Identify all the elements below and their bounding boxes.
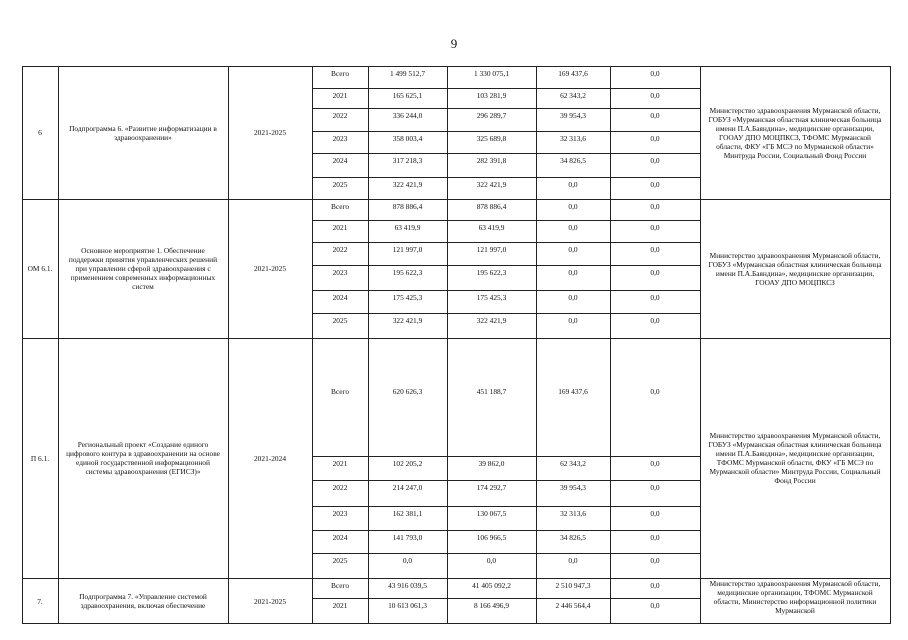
line-total: 162 381,1 xyxy=(392,509,423,518)
line-label: 2025 xyxy=(332,180,348,189)
line-label: 2023 xyxy=(332,134,348,143)
row-number: 7. xyxy=(37,596,43,606)
line-regional: 296 289,7 xyxy=(476,111,507,120)
line-total: 0,0 xyxy=(402,556,413,565)
line-regional: 63 419,9 xyxy=(478,223,505,232)
line-total: 214 247,0 xyxy=(392,483,423,492)
line-regional: 106 966,5 xyxy=(476,533,507,542)
line-federal: 169 437,6 xyxy=(558,387,588,396)
line-other: 0,0 xyxy=(650,601,660,610)
line-label: 2022 xyxy=(332,111,348,120)
row-period: 2021-2025 xyxy=(253,128,287,137)
line-federal: 0,0 xyxy=(568,293,578,302)
line-total: 141 793,0 xyxy=(392,533,423,542)
line-other: 0,0 xyxy=(650,268,660,277)
line-label: 2023 xyxy=(332,268,348,277)
row-number: П 6.1. xyxy=(30,453,50,463)
line-regional: 195 622,3 xyxy=(476,268,507,277)
row-name: Основное мероприятие 1. Обеспечение поддержки принятия управленческих решений при управлении сферой здравоохранения с применением современных информационных систем xyxy=(68,246,218,291)
row-executors: Министерство здравоохранения Мурманской области, ГОБУЗ «Мурманская областная клиническая больница имени П.А.Баяндина», медицинские организации, ГООАУ ДПО МОЦПКСЗ, ТФОМС Мурманской области, ФКУ «ГБ МСЭ по Мурманской области» Минтруда России, Социальный Фонд России xyxy=(708,105,882,160)
line-label: 2023 xyxy=(332,509,348,518)
line-label: Всего xyxy=(330,387,350,396)
line-regional: 878 886,4 xyxy=(476,202,507,211)
line-federal: 62 343,2 xyxy=(560,91,586,100)
line-label: Всего xyxy=(330,202,350,211)
line-federal: 0,0 xyxy=(568,180,578,189)
line-total: 358 003,4 xyxy=(392,134,423,143)
line-other: 0,0 xyxy=(650,111,660,120)
row-name: Подпрограмма 7. «Управление системой здравоохранения, включая обеспечение xyxy=(79,592,207,610)
line-regional: 174 292,7 xyxy=(476,483,507,492)
row-number: ОМ 6.1. xyxy=(27,264,53,273)
line-regional: 451 188,7 xyxy=(476,387,507,396)
line-total: 620 626,3 xyxy=(392,387,423,396)
row-executors: Министерство здравоохранения Мурманской области, ГОБУЗ «Мурманская областная клиническая больница имени П.А.Баяндина», медицинские организации, ГООАУ ДПО МОЦПКСЗ xyxy=(708,250,882,287)
line-total: 43 916 039,5 xyxy=(388,581,427,590)
line-label: 2024 xyxy=(332,156,348,165)
line-federal: 0,0 xyxy=(568,202,578,211)
line-total: 121 997,0 xyxy=(392,245,423,254)
line-federal: 0,0 xyxy=(568,556,578,565)
line-total: 322 421,9 xyxy=(392,180,423,189)
line-other: 0,0 xyxy=(650,316,660,325)
line-regional: 322 421,9 xyxy=(476,180,507,189)
line-label: 2025 xyxy=(332,316,348,325)
line-federal: 2 510 947,3 xyxy=(555,581,591,590)
line-federal: 0,0 xyxy=(568,245,578,254)
line-total: 175 425,3 xyxy=(392,293,423,302)
line-other: 0,0 xyxy=(650,387,660,396)
row-number: 6 xyxy=(38,128,42,137)
page-number: 9 xyxy=(450,36,458,51)
line-total: 317 218,3 xyxy=(392,156,423,165)
line-other: 0,0 xyxy=(650,223,660,232)
line-regional: 0,0 xyxy=(486,556,497,565)
line-other: 0,0 xyxy=(650,69,660,78)
line-regional: 121 997,0 xyxy=(476,245,507,254)
line-federal: 62 343,2 xyxy=(560,459,586,468)
line-total: 10 613 061,3 xyxy=(388,601,427,610)
row-name: Региональный проект «Создание единого цифрового контура в здравоохранении на основе единой государственной информационной системы здравоохранения (ЕГИСЗ)» xyxy=(66,440,220,476)
line-other: 0,0 xyxy=(650,91,660,100)
line-federal: 0,0 xyxy=(568,268,578,277)
line-other: 0,0 xyxy=(650,245,660,254)
row-executors: Министерство здравоохранения Мурманской области, ГОБУЗ «Мурманская областная клиническая больница имени П.А.Баяндина», медицинские организации, ТФОМС Мурманской области, ФКУ «ГБ МСЭ по Мурманской области» Минтруда России, Социальный Фонд России xyxy=(708,431,882,485)
line-regional: 130 067,5 xyxy=(476,509,507,518)
table-rule-vertical xyxy=(700,66,701,624)
line-label: Всего xyxy=(330,69,350,78)
line-federal: 0,0 xyxy=(568,316,578,325)
row-period: 2021-2024 xyxy=(253,453,287,463)
line-other: 0,0 xyxy=(650,293,660,302)
line-federal: 32 313,6 xyxy=(560,509,586,518)
line-regional: 41 405 092,2 xyxy=(472,581,511,590)
line-other: 0,0 xyxy=(650,581,660,590)
row-executors: Министерство здравоохранения Мурманской области, медицинские организации, ТФОМС Мурманской области, Министерство информационной политики Мурманской xyxy=(709,579,881,615)
line-total: 102 205,2 xyxy=(392,459,423,468)
line-other: 0,0 xyxy=(650,509,660,518)
line-other: 0,0 xyxy=(650,483,660,492)
line-federal: 0,0 xyxy=(568,223,578,232)
line-label: 2025 xyxy=(332,556,348,565)
table-rule-horizontal xyxy=(22,623,891,624)
line-regional: 175 425,3 xyxy=(476,293,507,302)
line-federal: 39 954,3 xyxy=(560,483,586,492)
line-total: 336 244,0 xyxy=(392,111,423,120)
line-federal: 34 826,5 xyxy=(560,533,586,542)
line-other: 0,0 xyxy=(650,156,660,165)
table-rule-vertical xyxy=(58,66,59,624)
line-regional: 322 421,9 xyxy=(476,316,507,325)
line-total: 878 886,4 xyxy=(392,202,423,211)
line-other: 0,0 xyxy=(650,134,660,143)
line-label: Всего xyxy=(330,581,350,590)
row-period: 2021-2025 xyxy=(253,264,287,273)
line-regional: 1 330 075,1 xyxy=(473,69,510,78)
line-regional: 8 166 496,9 xyxy=(473,601,510,610)
line-label: 2021 xyxy=(332,601,348,610)
line-label: 2024 xyxy=(332,293,348,302)
line-total: 165 625,1 xyxy=(392,91,423,100)
line-label: 2021 xyxy=(332,91,348,100)
line-federal: 2 446 564,4 xyxy=(555,601,591,610)
line-label: 2022 xyxy=(332,245,348,254)
line-label: 2021 xyxy=(332,223,348,232)
line-label: 2022 xyxy=(332,483,348,492)
line-label: 2024 xyxy=(332,533,348,542)
line-regional: 103 281,9 xyxy=(476,91,507,100)
line-total: 1 499 512,7 xyxy=(389,69,426,78)
line-regional: 325 689,8 xyxy=(476,134,507,143)
line-other: 0,0 xyxy=(650,180,660,189)
line-total: 195 622,3 xyxy=(392,268,423,277)
table-rule-vertical xyxy=(890,66,891,624)
line-other: 0,0 xyxy=(650,202,660,211)
line-federal: 39 954,3 xyxy=(560,111,586,120)
line-total: 63 419,9 xyxy=(394,223,421,232)
line-other: 0,0 xyxy=(650,556,660,565)
line-label: 2021 xyxy=(332,459,348,468)
line-federal: 32 313,6 xyxy=(560,134,586,143)
line-regional: 282 391,8 xyxy=(476,156,507,165)
line-federal: 169 437,6 xyxy=(558,69,588,78)
row-name: Подпрограмма 6. «Развитие информатизации в здравоохранении» xyxy=(69,123,217,142)
line-other: 0,0 xyxy=(650,459,660,468)
line-total: 322 421,9 xyxy=(392,316,423,325)
line-regional: 39 862,0 xyxy=(478,459,505,468)
row-period: 2021-2025 xyxy=(253,596,287,606)
line-federal: 34 826,5 xyxy=(560,156,586,165)
line-other: 0,0 xyxy=(650,533,660,542)
